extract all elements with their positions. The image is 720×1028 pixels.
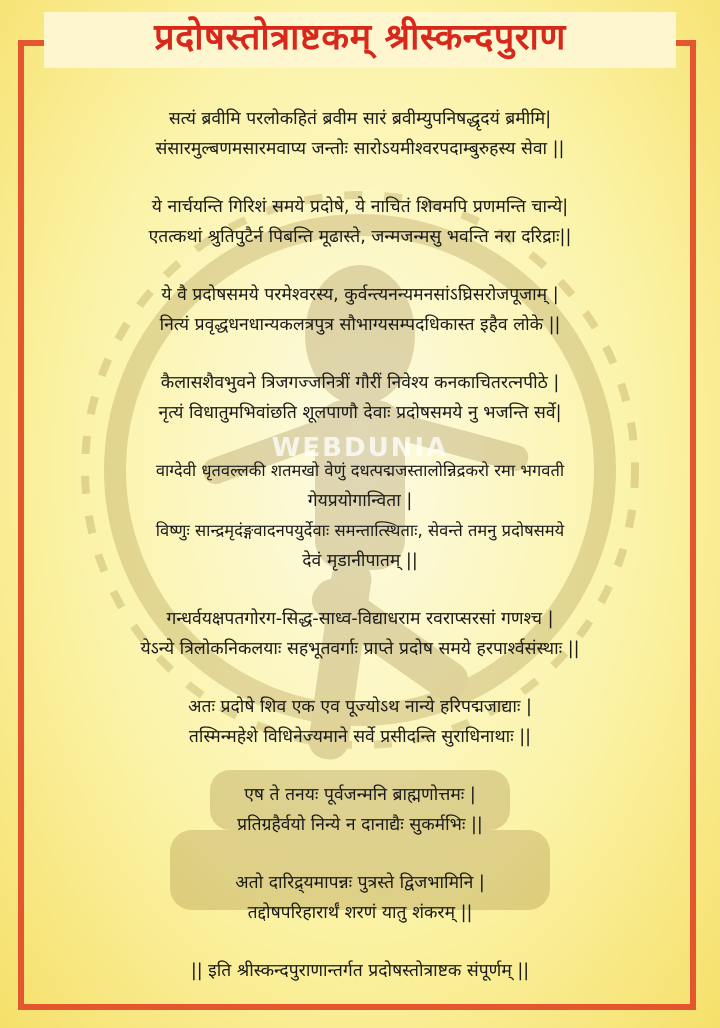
- stanza: [30, 368, 690, 428]
- verse-line: तस्मिन्महेशे विधिनेज्यमाने सर्वे प्रसीदन्ति सुराधिनाथाः ||: [188, 727, 532, 747]
- verse-line: अतः प्रदोषे शिव एक एव पूज्योऽथ नान्ये हरिपद्मजाद्याः |: [188, 697, 532, 717]
- verse-line: गन्धर्वयक्षपतगोरग-सिद्ध-साध्व-विद्याधराम रवराप्सरसां गणश्च |: [166, 609, 554, 629]
- verse-line: देवं मृडानीपातम् ||: [302, 551, 418, 571]
- verse-line: || इति श्रीस्कन्दपुराणान्तर्गत प्रदोषस्तोत्राष्टक संपूर्णम् ||: [190, 961, 530, 981]
- verse-line: एष ते तनयः पूर्वजन्मनि ब्राह्मणोत्तमः |: [244, 785, 476, 805]
- page-title: प्रदोषस्तोत्राष्टकम् श्रीस्कन्दपुराण: [154, 17, 566, 58]
- verse-line: विष्णुः सान्द्रमृदंङ्गवादनपयुर्देवाः समन्तात्स्थिताः, सेवन्ते तमनु प्रदोषसमये: [155, 521, 565, 540]
- verse-line: अतो दारिद्र्यमापन्नः पुत्रस्ते द्विजभामिनि |: [235, 873, 485, 893]
- verse-line: नृत्यं विधातुमभिवांछति शूलपाणौ देवाः प्रदोषसमये नु भजन्ति सर्वे|: [158, 403, 562, 423]
- verse-line: तद्दोषपरिहारार्थं शरणं यातु शंकरम् ||: [247, 903, 473, 923]
- verse-line: ये नार्चयन्ति गिरिशं समये प्रदोषे, ये नाचितं शिवमपि प्रणमन्ति चान्ये|: [151, 197, 569, 217]
- verse-line: ये वै प्रदोषसमये परमेश्वरस्य, कुर्वन्त्यनन्यमनसांऽघ्रिसरोजपूजाम् |: [161, 285, 559, 305]
- stanza: [30, 104, 690, 164]
- verse-line: गेयप्रयोगान्विता |: [307, 491, 413, 511]
- stotra-text: [30, 104, 690, 986]
- verse-line: संसारमुल्बणमसारमवाप्य जन्तोः सारोऽयमीश्वरपदाम्बुरुहस्य सेवा ||: [155, 139, 565, 159]
- watermark: WEBDUNIA: [271, 433, 449, 463]
- closing-line: [30, 956, 690, 986]
- stanza: [30, 604, 690, 664]
- verse-line: एतत्कथां श्रुतिपुटैर्न पिबन्ति मूढास्ते, जन्मजन्मसु भवन्ति नरा दरिद्राः||: [148, 227, 572, 247]
- verse-line: वाग्देवी धृतवल्लकी शतमखो वेणुं दधत्पद्मजस्तालोन्निद्रकरो रमा भगवती: [155, 461, 565, 480]
- stanza: [30, 868, 690, 928]
- stanza: [30, 456, 690, 576]
- verse-line: प्रतिग्रहैर्वयो निन्ये न दानाद्यैः सुकर्मभिः ||: [237, 815, 483, 835]
- verse-line: कैलासशैवभुवने त्रिजगज्जनित्रीं गौरीं निवेश्य कनकाचितरत्नपीठे |: [160, 373, 560, 393]
- stanza: [30, 780, 690, 840]
- verse-line: सत्यं ब्रवीमि परलोकहितं ब्रवीम सारं ब्रवीम्युपनिषद्धृदयं ब्रमीमि|: [168, 109, 552, 129]
- stanza: [30, 192, 690, 252]
- stanza: [30, 280, 690, 340]
- stanza: [30, 692, 690, 752]
- verse-line: येऽन्ये त्रिलोकनिकलयाः सहभूतवर्गाः प्राप्ते प्रदोष समये हरपार्श्वसंस्थाः ||: [140, 639, 580, 659]
- verse-line: नित्यं प्रवृद्धधनधान्यकलत्रपुत्र सौभाग्यसम्पदधिकास्त इहैव लोके ||: [159, 315, 561, 335]
